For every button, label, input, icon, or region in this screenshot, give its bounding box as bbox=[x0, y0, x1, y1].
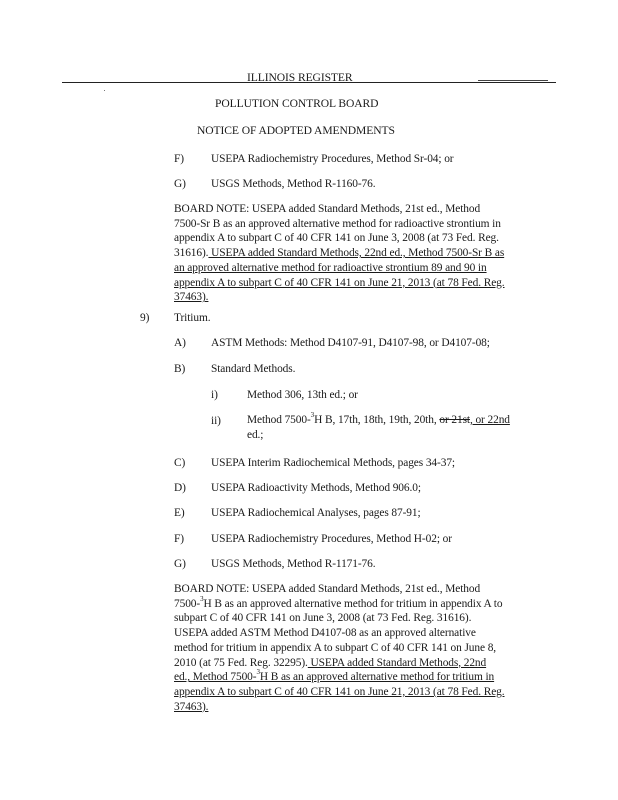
tritium-a-label: A) bbox=[174, 337, 186, 349]
note-text: 31616). bbox=[174, 247, 209, 260]
tritium-d-label: D) bbox=[174, 482, 186, 494]
tritium-d-text: USEPA Radioactivity Methods, Method 906.0; bbox=[211, 482, 421, 494]
tritium-b-text: Standard Methods. bbox=[211, 363, 296, 375]
tritium-b-i-text: Method 306, 13th ed.; or bbox=[247, 389, 358, 401]
tritium-c-label: C) bbox=[174, 457, 186, 469]
tritium-a-text: ASTM Methods: Method D4107-91, D4107-98, or D4107-08; bbox=[211, 337, 490, 349]
tritium-b-label: B) bbox=[174, 363, 186, 375]
note-line: BOARD NOTE: USEPA added Standard Methods, 21st ed., Method bbox=[174, 583, 481, 595]
superscript: 3 bbox=[256, 668, 260, 677]
added-text: appendix A to subpart C of 40 CFR 141 on June 21, 2013 (at 78 Fed. Reg. bbox=[174, 685, 505, 698]
method-text: ed.; bbox=[247, 428, 264, 441]
note-line: 7500-Sr B as an approved alternative method for radioactive strontium in bbox=[174, 217, 501, 230]
added-text: appendix A to subpart C of 40 CFR 141 on June 21, 2013 (at 78 Fed. Reg. bbox=[174, 276, 505, 289]
tritium-b-ii-label: ii) bbox=[211, 415, 221, 427]
tritium-c-text: USEPA Interim Radiochemical Methods, pages 34-37; bbox=[211, 457, 455, 469]
note-line: appendix A to subpart C of 40 CFR 141 on June 3, 2008 (at 73 Fed. Reg. bbox=[174, 232, 499, 245]
strontium-g-label: G) bbox=[174, 178, 186, 190]
added-text: H B as an approved alternative method for tritium in bbox=[259, 671, 495, 684]
strontium-f-label: F) bbox=[174, 153, 184, 165]
board-title: POLLUTION CONTROL BOARD bbox=[215, 97, 379, 110]
added-text: USEPA added Standard Methods, 22nd bbox=[307, 656, 487, 669]
note-line: subpart C of 40 CFR 141 on June 3, 2008 (at 73 Fed. Reg. 31616). bbox=[174, 612, 472, 625]
tritium-board-note bbox=[174, 582, 505, 714]
added-text: USEPA added Standard Methods, 22nd ed., Method 7500-Sr B as bbox=[208, 247, 505, 260]
note-line: method for tritium in appendix A to subpart C of 40 CFR 141 on June 8, bbox=[174, 641, 497, 654]
superscript: 3 bbox=[310, 411, 315, 420]
note-line: USEPA added ASTM Method D4107-08 as an approved alternative bbox=[174, 627, 476, 640]
added-text: 37463). bbox=[174, 291, 209, 304]
note-line: BOARD NOTE: USEPA added Standard Methods, 21st ed., Method bbox=[174, 203, 481, 215]
notice-title: NOTICE OF ADOPTED AMENDMENTS bbox=[197, 124, 395, 137]
tritium-f-text: USEPA Radiochemistry Procedures, Method H-02; or bbox=[211, 533, 452, 545]
tritium-number: 9) bbox=[140, 312, 150, 324]
added-text: , or 22nd bbox=[469, 414, 510, 426]
added-text: ed., Method 7500- bbox=[174, 671, 257, 684]
tritium-g-text: USGS Methods, Method R-1171-76. bbox=[211, 558, 376, 570]
tritium-e-text: USEPA Radiochemical Analyses, pages 87-91; bbox=[211, 507, 421, 519]
added-text: an approved alternative method for radioactive strontium 89 and 90 in bbox=[174, 261, 487, 274]
note-text: 7500- bbox=[174, 597, 201, 610]
tritium-f-label: F) bbox=[174, 533, 184, 545]
scan-speck bbox=[104, 90, 105, 91]
added-text: 37463). bbox=[174, 700, 209, 713]
tritium-b-i-label: i) bbox=[211, 389, 218, 401]
note-text: H B as an approved alternative method for tritium in appendix A to bbox=[203, 597, 503, 610]
header-rule bbox=[62, 82, 556, 83]
note-text: 2010 (at 75 Fed. Reg. 32295). bbox=[174, 656, 308, 669]
register-title: ILLINOIS REGISTER bbox=[247, 71, 353, 84]
method-text: Method 7500- bbox=[247, 414, 311, 426]
tritium-g-label: G) bbox=[174, 558, 186, 570]
strontium-f-text: USEPA Radiochemistry Procedures, Method Sr-04; or bbox=[211, 153, 454, 165]
header-rule-thin bbox=[478, 80, 548, 81]
method-text: H B, 17th, 18th, 19th, 20th, bbox=[314, 414, 440, 426]
tritium-e-label: E) bbox=[174, 507, 185, 519]
deleted-text: or 21st bbox=[439, 414, 470, 426]
strontium-board-note bbox=[174, 202, 505, 305]
strontium-g-text: USGS Methods, Method R-1160-76. bbox=[211, 178, 376, 190]
superscript: 3 bbox=[200, 594, 204, 603]
tritium-title: Tritium. bbox=[174, 312, 211, 324]
tritium-b-ii-text bbox=[247, 413, 510, 442]
